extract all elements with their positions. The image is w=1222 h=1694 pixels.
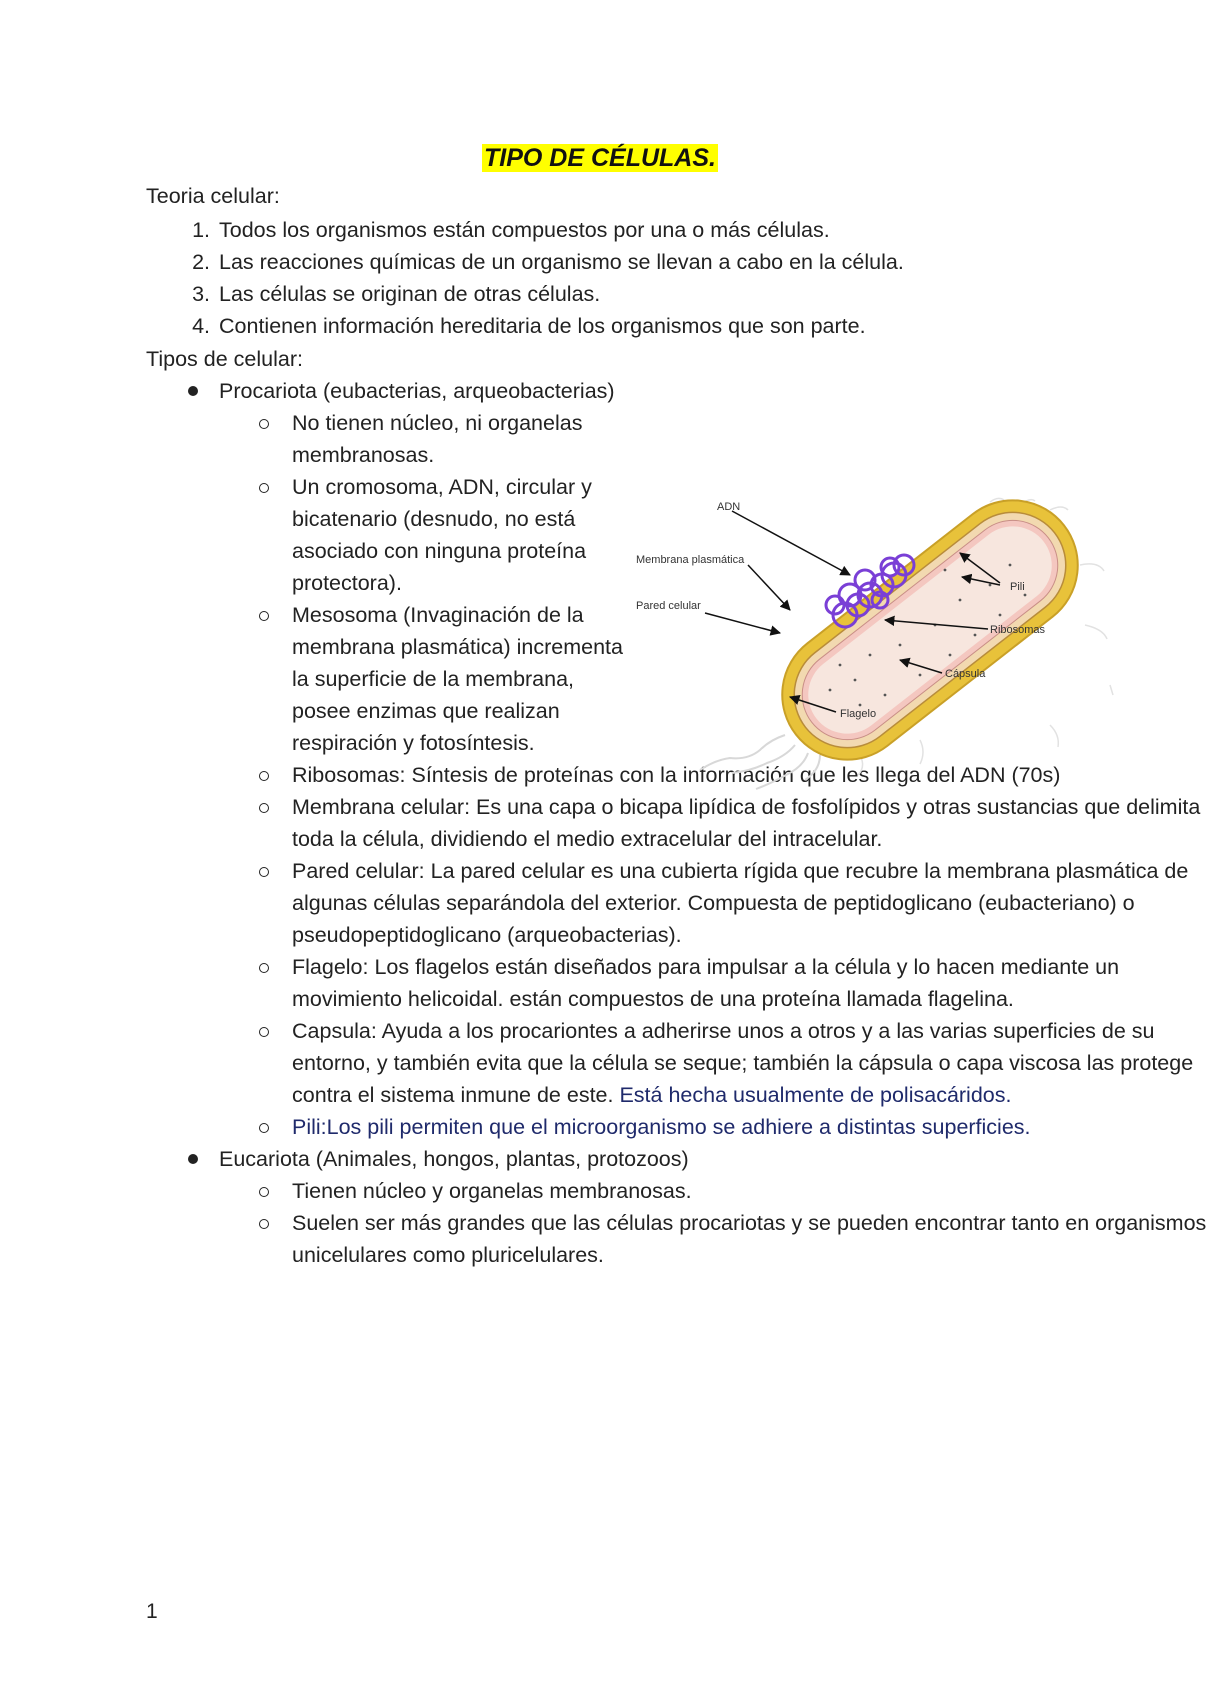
circle-bullet-icon [259, 803, 269, 813]
circle-bullet-icon [259, 771, 269, 781]
list-item: Flagelo: Los flagelos están diseñados para impulsar a la célula y lo hacen mediante un movimiento helicoidal. están compuestos de una proteína llamada flagelina. [146, 951, 1222, 1015]
circle-bullet-icon [259, 1219, 269, 1229]
page-number: 1 [146, 1600, 158, 1623]
list-item: 1. Todos los organismos están compuestos por una o más células. [192, 218, 830, 242]
label-pared: Pared celular [636, 600, 701, 612]
arrow-membrana [748, 565, 790, 610]
circle-bullet-icon [259, 419, 269, 429]
list-item: Pared celular: La pared celular es una cubierta rígida que recubre la membrana plasmática de algunas células separándola del exterior. Compuesta de peptidoglicano (eubacteriano) o pseudopeptidoglicano (arqueobacterias). [146, 855, 1222, 951]
circle-bullet-icon [259, 867, 269, 877]
list-item-procariota: Procariota (eubacterias, arqueobacterias) [146, 375, 1222, 407]
circle-bullet-icon [259, 483, 269, 493]
list-item: 2. Las reacciones químicas de un organismo se llevan a cabo en la célula. [192, 250, 904, 274]
list-item: No tienen núcleo, ni organelas membranosas. [146, 407, 1222, 471]
circle-bullet-icon [259, 611, 269, 621]
list-item-eucariota: Eucariota (Animales, hongos, plantas, protozoos) [146, 1143, 1222, 1175]
list-item: Ribosomas: Síntesis de proteínas con la información que les llega del ADN (70s) [146, 759, 1222, 791]
label-pili: Pili [1010, 581, 1025, 593]
list-item: Tienen núcleo y organelas membranosas. [146, 1175, 1222, 1207]
label-membrana: Membrana plasmática [636, 554, 745, 566]
list-item-pili: Pili:Los pili permiten que el microorganismo se adhiere a distintas superficies. [146, 1111, 1222, 1143]
circle-bullet-icon [259, 1027, 269, 1037]
circle-bullet-icon [259, 1187, 269, 1197]
flagella-shape [700, 735, 820, 789]
bullet-icon [188, 386, 198, 396]
bullet-icon [188, 1154, 198, 1164]
circle-bullet-icon [259, 1123, 269, 1133]
label-ribosomas: Ribosomas [990, 624, 1046, 636]
theory-heading: Teoria celular: [146, 184, 280, 208]
theory-list [146, 214, 904, 342]
list-item: Un cromosoma, ADN, circular y bicatenario (desnudo, no está asociado con ninguna proteína protectora). [146, 471, 1222, 599]
arrow-adn [732, 511, 850, 575]
list-item: Suelen ser más grandes que las células procariotas y se pueden encontrar tanto en organismos unicelulares como pluricelulares. [146, 1207, 1222, 1271]
circle-bullet-icon [259, 963, 269, 973]
label-flagelo: Flagelo [840, 708, 877, 720]
list-item: 4. Contienen información hereditaria de los organismos que son parte. [192, 314, 866, 338]
list-item: Membrana celular: Es una capa o bicapa lipídica de fosfolípidos y otras sustancias que delimita toda la célula, dividiendo el medio extracelular del intracelular. [146, 791, 1222, 855]
list-item: Mesosoma (Invaginación de la membrana plasmática) incrementa la superficie de la membrana, posee enzimas que realizan respiración y fotosíntesis. [146, 599, 1222, 759]
label-capsula: Cápsula [945, 668, 986, 680]
arrow-pared [705, 613, 780, 633]
types-heading: Tipos de celular: [146, 347, 303, 371]
label-adn: ADN [717, 501, 741, 513]
list-item-capsula: Capsula: Ayuda a los procariontes a adherirse unos a otros y a las varias superficies de su entorno, y también evita que la célula se seque; también la cápsula o capa viscosa las protege contra el sistema inmune de este. Está hecha usualmente de polisacáridos. [146, 1015, 1222, 1111]
list-item: 3. Las células se originan de otras células. [192, 282, 601, 306]
page-title: TIPO DE CÉLULAS. [484, 144, 716, 172]
